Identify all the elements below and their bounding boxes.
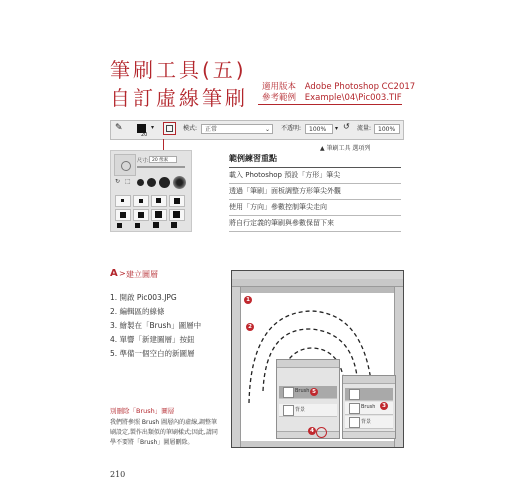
layer-thumbnail — [283, 387, 294, 398]
layer-row-background[interactable] — [345, 416, 393, 429]
layer-row-brush[interactable] — [279, 386, 337, 399]
page-title-line1: 筆刷工具(五) — [110, 58, 247, 82]
square-tip-mark — [135, 223, 140, 228]
brush-panel — [110, 150, 192, 232]
square-tip-mark — [174, 198, 180, 204]
layers-panel-after — [342, 375, 396, 439]
brush-tip-round-large[interactable] — [159, 177, 170, 188]
brush-angle-preview[interactable] — [114, 154, 136, 176]
tip-item: 透過「筆刷」面板調整方形筆尖外觀 — [229, 184, 401, 200]
brush-cell[interactable] — [169, 195, 185, 207]
step-badge-1: 1 — [244, 296, 252, 304]
step-item: 1. 開啟 Pic003.JPG — [110, 293, 177, 302]
options-bar-caption: ▲ 筆刷工具 選項列 — [320, 145, 371, 152]
note-title: 別刪除「Brush」圖層 — [110, 407, 175, 415]
layers-panel-header — [343, 376, 395, 384]
layers-panel-footer — [343, 431, 395, 438]
version-value: Adobe Photoshop CC2017 — [304, 82, 416, 92]
step-badge-2: 2 — [246, 323, 254, 331]
brush-tip-round-medium[interactable] — [147, 178, 156, 187]
layer-thumbnail — [349, 389, 360, 400]
tip-item: 使用「方向」參數控制筆尖走向 — [229, 200, 401, 216]
toggle-brush-panel-button[interactable] — [163, 122, 176, 135]
square-tip-mark — [171, 222, 177, 228]
pressure-opacity-icon[interactable]: ↺ — [343, 122, 350, 131]
square-tip-mark — [173, 211, 180, 218]
square-tip-mark — [121, 199, 124, 202]
angle-circle — [121, 161, 131, 171]
step-item: 2. 編輯區的線條 — [110, 307, 165, 316]
toolbox[interactable] — [232, 287, 241, 447]
layer-row-new[interactable] — [345, 388, 393, 401]
step-badge-5: 5 — [310, 388, 318, 396]
square-tip-mark — [156, 198, 161, 203]
layer-name: Brush — [295, 388, 310, 394]
version-info — [262, 82, 415, 93]
options-row[interactable] — [232, 279, 403, 287]
layer-row-background[interactable] — [279, 404, 337, 417]
tips-title: 範例練習重點 — [229, 154, 277, 163]
new-layer-button[interactable] — [316, 427, 327, 438]
opacity-label: 不透明: — [281, 125, 302, 132]
example-label: 參考範例 — [262, 93, 297, 103]
mode-chevron-icon: ⌄ — [264, 126, 270, 133]
page-title-line2: 自訂虛線筆刷 — [110, 86, 248, 110]
brush-cell[interactable] — [151, 195, 167, 207]
brush-options-bar — [110, 120, 404, 140]
flow-input[interactable] — [374, 124, 400, 134]
mode-select[interactable] — [201, 124, 273, 134]
brush-preset-chevron-icon[interactable]: ▾ — [151, 124, 155, 131]
page-number: 210 — [110, 470, 126, 479]
section-arrow-icon: > — [119, 269, 126, 278]
square-tip-mark — [138, 212, 144, 218]
brush-size-label: 尺寸: — [137, 158, 149, 164]
opacity-chevron-icon[interactable]: ▾ — [335, 125, 339, 132]
flow-label: 流量: — [357, 125, 372, 132]
square-tip-mark — [117, 223, 122, 228]
status-bar — [241, 441, 394, 447]
example-info — [262, 93, 402, 104]
step-badge-3: 3 — [380, 402, 388, 410]
step-badge-4: 4 — [308, 427, 316, 435]
brush-size-field[interactable] — [149, 156, 177, 163]
photoshop-window — [231, 270, 404, 448]
opacity-input[interactable] — [305, 124, 333, 134]
layers-panel-before — [276, 359, 340, 439]
mode-value: 正常 — [205, 126, 218, 133]
square-tip-mark — [120, 212, 126, 218]
brush-panel-icon — [166, 125, 173, 132]
section-marker: A — [110, 268, 118, 279]
flow-value: 100% — [378, 126, 396, 133]
layer-name: 背景 — [295, 407, 306, 413]
version-label: 適用版本 — [262, 82, 297, 92]
brush-tip-soft[interactable] — [173, 176, 186, 189]
brush-cell[interactable] — [133, 209, 149, 221]
note-body: 我們將參照 Brush 圖層內的虛線,調整筆刷設定,製作出類似的筆刷樣式;因此,請同學不要將「Brush」圖層刪除。 — [110, 419, 218, 446]
menu-bar[interactable] — [232, 271, 403, 279]
new-preset-icon[interactable]: ⬚ — [125, 178, 131, 185]
mode-label: 模式: — [183, 125, 198, 132]
brush-size-field-value: 20 像素 — [152, 158, 169, 163]
layer-thumbnail — [349, 417, 360, 428]
brush-cell[interactable] — [151, 209, 167, 221]
brush-cell[interactable] — [115, 195, 131, 207]
layers-panel-header — [277, 360, 339, 368]
brush-size-slider[interactable] — [137, 166, 185, 168]
brush-cell[interactable] — [133, 195, 149, 207]
step-item: 3. 繪製在「Brush」圖層中 — [110, 321, 202, 330]
layer-name: Brush — [361, 404, 376, 410]
example-value: Example\04\Pic003.TIF — [304, 93, 402, 103]
square-tip-mark — [155, 211, 162, 218]
tip-item: 載入 Photoshop 預設「方形」筆尖 — [229, 168, 401, 184]
callout-line — [163, 139, 164, 150]
step-item: 4. 單響「新建圖層」按鈕 — [110, 335, 195, 344]
layer-thumbnail — [349, 403, 360, 414]
square-tip-mark — [153, 222, 159, 228]
meta-underline — [258, 104, 402, 105]
layer-thumbnail — [283, 405, 294, 416]
brush-tool-icon[interactable]: ✎ — [115, 123, 123, 133]
layer-name: 背景 — [361, 419, 372, 425]
opacity-value: 100% — [309, 126, 327, 133]
square-tip-mark — [139, 199, 143, 203]
brush-cell[interactable] — [115, 209, 131, 221]
brush-size-value: 20 — [141, 132, 148, 138]
section-title: 建立圖層 — [126, 270, 158, 279]
step-item: 5. 準備一個空白的新圖層 — [110, 349, 195, 358]
brush-tip-round-small[interactable] — [137, 179, 144, 186]
brush-cell[interactable] — [169, 209, 185, 221]
refresh-icon[interactable]: ↻ — [115, 178, 121, 185]
tip-item: 將自行定義的筆刷與參數保留下來 — [229, 216, 401, 232]
